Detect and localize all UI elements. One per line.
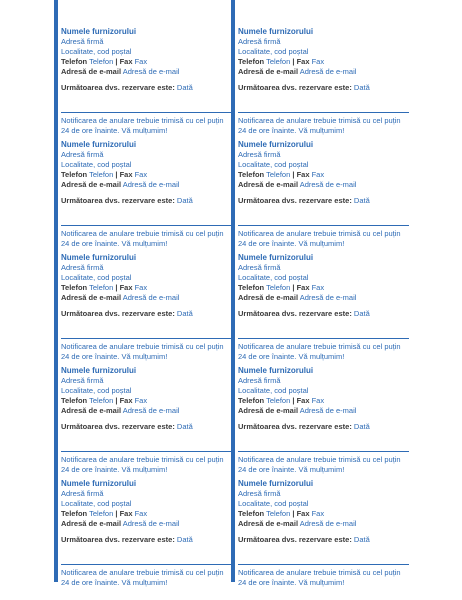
email-value: Adresă de e-mail (122, 406, 180, 415)
appointment-card-5-right (238, 474, 411, 587)
email-value: Adresă de e-mail (299, 67, 357, 76)
card-divider (238, 338, 409, 339)
separator: | (292, 170, 295, 179)
appointment-label: Următoarea dvs. rezervare este: (61, 83, 175, 92)
appointment-date: Dată (353, 83, 370, 92)
separator: | (292, 283, 295, 292)
vendor-name: Numele furnizorului (238, 27, 314, 36)
email-label: Adresă de e-mail (61, 180, 122, 189)
company-address: Adresă firmă (61, 263, 104, 272)
phone-label: Telefon (238, 396, 265, 405)
email-value: Adresă de e-mail (122, 180, 180, 189)
fax-label: Fax (296, 57, 310, 66)
cancellation-notice: Notificarea de anulare trebuie trimisă cu cel puțin 24 de ore înainte. Vă mulțumim! (238, 568, 401, 587)
email-label: Adresă de e-mail (238, 293, 299, 302)
phone-value: Telefon (89, 283, 114, 292)
card-divider (238, 564, 409, 565)
right-column-top-bar (231, 0, 235, 18)
vendor-name: Numele furnizorului (238, 140, 314, 149)
card-divider (238, 112, 409, 113)
next-appointment-line (238, 196, 370, 206)
fax-value: Fax (134, 170, 148, 179)
next-appointment-line (61, 83, 193, 93)
card-accent-bar (54, 244, 58, 362)
separator: | (115, 57, 118, 66)
appointment-label: Următoarea dvs. rezervare este: (61, 309, 175, 318)
fax-label: Fax (119, 57, 133, 66)
appointment-date: Dată (353, 422, 370, 431)
phone-label: Telefon (61, 57, 88, 66)
next-appointment-line (238, 83, 370, 93)
email-line (238, 180, 356, 190)
appointment-label: Următoarea dvs. rezervare este: (61, 535, 175, 544)
city-zip: Localitate, cod poștal (61, 499, 132, 508)
phone-fax-line (238, 509, 324, 519)
city-zip: Localitate, cod poștal (61, 273, 132, 282)
phone-label: Telefon (238, 509, 265, 518)
email-label: Adresă de e-mail (61, 519, 122, 528)
cancellation-notice: Notificarea de anulare trebuie trimisă cu cel puțin 24 de ore înainte. Vă mulțumim! (61, 342, 224, 361)
fax-label: Fax (296, 283, 310, 292)
next-appointment-line (61, 196, 193, 206)
fax-label: Fax (296, 509, 310, 518)
appointment-date: Dată (176, 422, 193, 431)
city-zip: Localitate, cod poștal (61, 47, 132, 56)
card-accent-bar (231, 244, 235, 362)
phone-fax-line (238, 57, 324, 67)
card-accent-bar (231, 470, 235, 582)
cancellation-notice: Notificarea de anulare trebuie trimisă cu cel puțin 24 de ore înainte. Vă mulțumim! (61, 568, 224, 587)
card-divider (61, 225, 232, 226)
appointment-date: Dată (176, 309, 193, 318)
appointment-date: Dată (353, 309, 370, 318)
fax-label: Fax (119, 283, 133, 292)
fax-label: Fax (296, 170, 310, 179)
phone-fax-line (61, 57, 147, 67)
separator: | (292, 57, 295, 66)
phone-label: Telefon (61, 396, 88, 405)
email-value: Adresă de e-mail (122, 519, 180, 528)
fax-value: Fax (311, 283, 325, 292)
email-line (61, 519, 179, 529)
next-appointment-line (238, 422, 370, 432)
phone-value: Telefon (266, 396, 291, 405)
phone-fax-line (238, 170, 324, 180)
email-line (238, 67, 356, 77)
company-address: Adresă firmă (61, 37, 104, 46)
email-line (238, 406, 356, 416)
appointment-label: Următoarea dvs. rezervare este: (238, 422, 352, 431)
cancellation-notice: Notificarea de anulare trebuie trimisă cu cel puțin 24 de ore înainte. Vă mulțumim! (238, 455, 401, 474)
appointment-card-4-left (61, 361, 234, 474)
vendor-name: Numele furnizorului (61, 366, 137, 375)
cancellation-notice: Notificarea de anulare trebuie trimisă cu cel puțin 24 de ore înainte. Vă mulțumim! (61, 229, 224, 248)
separator: | (292, 509, 295, 518)
company-address: Adresă firmă (61, 150, 104, 159)
email-line (61, 406, 179, 416)
card-accent-bar (54, 470, 58, 582)
fax-value: Fax (311, 396, 325, 405)
city-zip: Localitate, cod poștal (238, 273, 309, 282)
cancellation-notice: Notificarea de anulare trebuie trimisă cu cel puțin 24 de ore înainte. Vă mulțumim! (238, 342, 401, 361)
appointment-label: Următoarea dvs. rezervare este: (238, 83, 352, 92)
company-address: Adresă firmă (61, 489, 104, 498)
city-zip: Localitate, cod poștal (238, 160, 309, 169)
card-accent-bar (231, 357, 235, 475)
fax-label: Fax (119, 509, 133, 518)
vendor-name: Numele furnizorului (61, 27, 137, 36)
card-accent-bar (54, 357, 58, 475)
email-label: Adresă de e-mail (61, 406, 122, 415)
fax-value: Fax (134, 396, 148, 405)
phone-value: Telefon (89, 170, 114, 179)
city-zip: Localitate, cod poștal (61, 160, 132, 169)
appointment-card-1-right (238, 22, 411, 135)
next-appointment-line (61, 309, 193, 319)
card-accent-bar (54, 131, 58, 249)
card-accent-bar (231, 18, 235, 136)
left-column-top-bar (54, 0, 58, 18)
vendor-name: Numele furnizorului (238, 366, 314, 375)
separator: | (115, 170, 118, 179)
card-accent-bar (54, 18, 58, 136)
card-divider (61, 338, 232, 339)
cancellation-notice: Notificarea de anulare trebuie trimisă cu cel puțin 24 de ore înainte. Vă mulțumim! (61, 116, 224, 135)
phone-label: Telefon (238, 170, 265, 179)
appointment-date: Dată (353, 535, 370, 544)
city-zip: Localitate, cod poștal (61, 386, 132, 395)
city-zip: Localitate, cod poștal (238, 499, 309, 508)
phone-label: Telefon (61, 283, 88, 292)
company-address: Adresă firmă (238, 150, 281, 159)
card-divider (61, 451, 232, 452)
phone-value: Telefon (266, 509, 291, 518)
email-label: Adresă de e-mail (61, 293, 122, 302)
separator: | (115, 509, 118, 518)
phone-value: Telefon (89, 396, 114, 405)
separator: | (292, 396, 295, 405)
appointment-card-4-right (238, 361, 411, 474)
phone-fax-line (238, 283, 324, 293)
phone-fax-line (61, 170, 147, 180)
separator: | (115, 396, 118, 405)
email-value: Adresă de e-mail (299, 406, 357, 415)
vendor-name: Numele furnizorului (61, 253, 137, 262)
appointment-date: Dată (176, 535, 193, 544)
card-accent-bar (231, 131, 235, 249)
appointment-label: Următoarea dvs. rezervare este: (61, 422, 175, 431)
card-divider (61, 112, 232, 113)
email-label: Adresă de e-mail (238, 180, 299, 189)
appointment-label: Următoarea dvs. rezervare este: (61, 196, 175, 205)
appointment-card-5-left (61, 474, 234, 587)
separator: | (115, 283, 118, 292)
vendor-name: Numele furnizorului (238, 253, 314, 262)
phone-value: Telefon (266, 283, 291, 292)
appointment-date: Dată (353, 196, 370, 205)
appointment-card-3-right (238, 248, 411, 361)
fax-label: Fax (119, 170, 133, 179)
next-appointment-line (61, 422, 193, 432)
fax-value: Fax (134, 283, 148, 292)
appointment-card-2-right (238, 135, 411, 248)
phone-label: Telefon (238, 57, 265, 66)
fax-label: Fax (296, 396, 310, 405)
appointment-card-2-left (61, 135, 234, 248)
email-value: Adresă de e-mail (299, 293, 357, 302)
email-label: Adresă de e-mail (238, 406, 299, 415)
appointment-label: Următoarea dvs. rezervare este: (238, 309, 352, 318)
phone-value: Telefon (266, 170, 291, 179)
email-line (238, 519, 356, 529)
phone-fax-line (61, 396, 147, 406)
email-line (61, 67, 179, 77)
phone-value: Telefon (89, 509, 114, 518)
phone-value: Telefon (266, 57, 291, 66)
fax-value: Fax (311, 57, 325, 66)
company-address: Adresă firmă (238, 489, 281, 498)
phone-label: Telefon (238, 283, 265, 292)
cancellation-notice: Notificarea de anulare trebuie trimisă cu cel puțin 24 de ore înainte. Vă mulțumim! (238, 116, 401, 135)
next-appointment-line (61, 535, 193, 545)
city-zip: Localitate, cod poștal (238, 47, 309, 56)
card-divider (238, 225, 409, 226)
appointment-date: Dată (176, 83, 193, 92)
fax-value: Fax (134, 57, 148, 66)
email-label: Adresă de e-mail (238, 519, 299, 528)
phone-fax-line (61, 283, 147, 293)
next-appointment-line (238, 309, 370, 319)
appointment-date: Dată (176, 196, 193, 205)
email-value: Adresă de e-mail (122, 293, 180, 302)
fax-value: Fax (134, 509, 148, 518)
appointment-card-3-left (61, 248, 234, 361)
card-divider (238, 451, 409, 452)
phone-label: Telefon (61, 509, 88, 518)
company-address: Adresă firmă (238, 376, 281, 385)
email-value: Adresă de e-mail (299, 519, 357, 528)
phone-fax-line (61, 509, 147, 519)
phone-fax-line (238, 396, 324, 406)
cancellation-notice: Notificarea de anulare trebuie trimisă cu cel puțin 24 de ore înainte. Vă mulțumim! (61, 455, 224, 474)
city-zip: Localitate, cod poștal (238, 386, 309, 395)
next-appointment-line (238, 535, 370, 545)
email-label: Adresă de e-mail (238, 67, 299, 76)
email-line (61, 180, 179, 190)
fax-label: Fax (119, 396, 133, 405)
email-value: Adresă de e-mail (299, 180, 357, 189)
card-divider (61, 564, 232, 565)
phone-label: Telefon (61, 170, 88, 179)
fax-value: Fax (311, 509, 325, 518)
appointment-card-1-left (61, 22, 234, 135)
vendor-name: Numele furnizorului (61, 140, 137, 149)
email-value: Adresă de e-mail (122, 67, 180, 76)
vendor-name: Numele furnizorului (238, 479, 314, 488)
company-address: Adresă firmă (61, 376, 104, 385)
company-address: Adresă firmă (238, 263, 281, 272)
appointment-label: Următoarea dvs. rezervare este: (238, 196, 352, 205)
email-label: Adresă de e-mail (61, 67, 122, 76)
appointment-label: Următoarea dvs. rezervare este: (238, 535, 352, 544)
vendor-name: Numele furnizorului (61, 479, 137, 488)
phone-value: Telefon (89, 57, 114, 66)
company-address: Adresă firmă (238, 37, 281, 46)
email-line (238, 293, 356, 303)
email-line (61, 293, 179, 303)
fax-value: Fax (311, 170, 325, 179)
cancellation-notice: Notificarea de anulare trebuie trimisă cu cel puțin 24 de ore înainte. Vă mulțumim! (238, 229, 401, 248)
